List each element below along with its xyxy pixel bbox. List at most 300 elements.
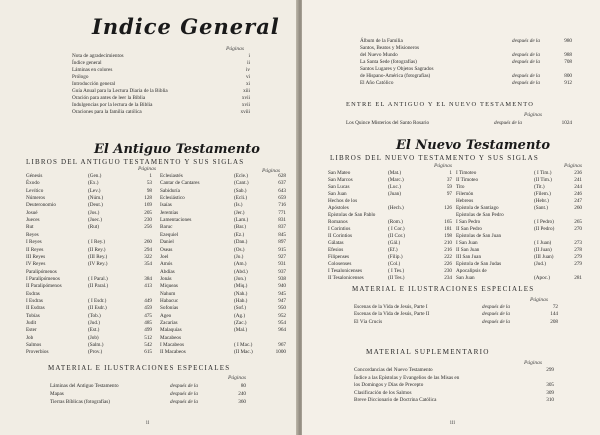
book-row (160, 247, 286, 254)
entry-title: San Juan (456, 275, 475, 281)
entry-page: 499 (144, 327, 152, 334)
entry-title: Ageo (160, 312, 172, 319)
entry-abbreviation: ( I Pedro) (534, 219, 554, 225)
entry-page: xvii (241, 95, 250, 101)
entry-title: Malaquías (160, 327, 182, 334)
entry-abbreviation: (Ef.) (388, 247, 398, 253)
entry-abbreviation: (Miq.) (234, 283, 248, 290)
entry-page: vi (245, 74, 250, 80)
entry-page: 310 (546, 397, 554, 404)
entry-page: xiii (243, 88, 250, 94)
entry-page: 1 (149, 173, 152, 179)
book-row (328, 170, 452, 177)
entry-title: Santos, Beatos y Misioneros (360, 45, 420, 51)
entry-title: I Macabeos (160, 342, 185, 349)
book-row (26, 224, 152, 231)
book-row (456, 226, 582, 233)
entry-page: 322 (144, 253, 152, 260)
entry-placement: después de la (482, 311, 510, 318)
entry-abbreviation: (Filem.) (534, 191, 551, 197)
entry-placement: después de la (494, 120, 522, 126)
paginas-label: Páginas (226, 46, 245, 52)
entry-title: Habacuc (160, 297, 179, 304)
entry-abbreviation: (Hebr.) (534, 198, 549, 204)
entry-abbreviation: (Sab.) (234, 187, 247, 194)
book-row (160, 313, 286, 320)
book-row (26, 247, 152, 254)
entry-page: 309 (546, 389, 554, 396)
entry-title: Álbum de la Familia (360, 38, 403, 44)
entry-title: Santos Lugares y Objetos Sagrados (360, 66, 434, 72)
book-row (328, 205, 452, 212)
entry-title: Nahum (160, 290, 176, 297)
book-row (456, 247, 582, 254)
entry-abbreviation: (II Rey.) (88, 246, 106, 253)
entry-abbreviation: (II Pedro) (534, 226, 555, 232)
entry-page: 80 (240, 383, 246, 389)
entry-abbreviation: (Is.) (234, 202, 243, 209)
entry-page: 937 (278, 268, 286, 275)
entry-page: 270 (574, 226, 582, 232)
entry-abbreviation: (Gen.) (88, 173, 102, 179)
entry-page: 512 (144, 334, 152, 341)
entry-title: Apóstoles (328, 205, 349, 211)
entry-page: 628 (278, 173, 286, 179)
entry-title: Tierras Bíblicas (fotografías) (50, 399, 111, 406)
book-row (160, 298, 286, 305)
album-row (360, 45, 572, 52)
entry-abbreviation: (Ecli.) (234, 195, 248, 202)
book-row (328, 219, 452, 226)
entry-abbreviation: (Dan.) (234, 239, 248, 246)
entry-abbreviation: (Lam.) (234, 217, 249, 224)
materials-paginas-label: Páginas (228, 375, 247, 381)
entry-title: Levítico (26, 187, 44, 194)
book-row (328, 233, 452, 240)
entry-title: Proverbios (26, 349, 49, 356)
entry-abbreviation: (Filip.) (388, 254, 403, 260)
book-row (160, 224, 286, 231)
entry-title: I San Juan (456, 240, 478, 246)
entry-title: San Mateo (328, 170, 351, 176)
entry-abbreviation: (Jo.) (234, 253, 244, 260)
entry-abbreviation: (Bar.) (234, 224, 246, 231)
book-row (328, 184, 452, 191)
entry-title: Reyes (26, 231, 39, 238)
book-row (328, 198, 452, 205)
entry-placement: después de la (512, 80, 540, 86)
entry-page: 771 (278, 209, 286, 216)
entry-page: 37 (446, 177, 452, 183)
page-number: ii (146, 420, 150, 426)
entry-abbreviation: ( I Tes.) (388, 268, 405, 274)
entry-page: 240 (238, 391, 246, 398)
book-row (456, 233, 582, 240)
entry-placement: después de la (170, 391, 198, 398)
entry-title: II Esdras (26, 305, 45, 312)
book-row (456, 191, 582, 198)
entry-page: 244 (574, 184, 582, 190)
entry-title: IV Reyes (26, 261, 46, 268)
entry-abbreviation: (Marc.) (388, 177, 404, 183)
book-row (160, 335, 286, 342)
entry-abbreviation: (Nah.) (234, 290, 248, 297)
entry-page: 950 (278, 305, 286, 312)
entry-abbreviation: (Sant.) (534, 205, 548, 211)
entry-title: Números (26, 195, 46, 202)
book-row (456, 240, 582, 247)
entry-page: 230 (444, 268, 452, 274)
entry-page: 964 (278, 327, 286, 334)
entry-title: Breve Diccionario de Doctrina Católica (354, 397, 437, 404)
entry-title: Ester (26, 327, 37, 334)
entry-page: 800 (564, 73, 572, 79)
entry-page: 273 (574, 240, 582, 246)
entry-abbreviation: (Cant.) (234, 180, 249, 187)
entry-title: I San Pedro (456, 219, 481, 225)
book-row (328, 275, 452, 282)
entry-title: Índice general (72, 60, 102, 66)
intro-row (72, 109, 250, 116)
entry-page: i (248, 53, 250, 59)
entry-page: 260 (144, 239, 152, 246)
nt-materials-paginas-label: Páginas (530, 297, 549, 303)
entry-page: 279 (574, 254, 582, 260)
album-row (360, 73, 572, 80)
supplementary-row (354, 375, 554, 383)
book-row (328, 254, 452, 261)
book-row (328, 247, 452, 254)
entry-title: Oseas (160, 246, 173, 253)
entry-abbreviation: (II Cor.) (388, 233, 405, 239)
book-row (26, 188, 152, 195)
entry-page: 931 (278, 261, 286, 268)
entry-title: Daniel (160, 239, 174, 246)
entry-title: Láminas del Antiguo Testamento (50, 383, 119, 389)
entry-title: Prólogo (72, 74, 89, 80)
material-row (50, 399, 246, 407)
entry-title: Jeremías (160, 209, 179, 216)
entry-title: Zacarías (160, 320, 178, 326)
entry-page: 940 (278, 283, 286, 290)
entry-page: 716 (278, 202, 286, 209)
entry-page: 265 (574, 219, 582, 225)
intro-row (72, 67, 250, 74)
entry-page: 299 (546, 367, 554, 373)
entry-title: Concordancias del Nuevo Testamento (354, 367, 433, 373)
book-row (26, 327, 152, 334)
entry-page: 384 (144, 275, 152, 282)
book-row (328, 226, 452, 233)
entry-page: 945 (278, 290, 286, 297)
old-testament-heading: El Antiguo Testamento (94, 142, 260, 157)
entry-title: Efesios (328, 247, 344, 253)
entry-page: 98 (146, 187, 152, 194)
book-row (26, 180, 152, 187)
entry-page: 659 (278, 195, 286, 202)
book-row (328, 268, 452, 275)
entry-page: 1000 (275, 349, 286, 356)
entry-abbreviation: (III Juan) (534, 254, 554, 260)
entry-title: Epístola de Santiago (456, 205, 499, 211)
entry-page: 947 (278, 297, 286, 304)
entry-placement: después de la (482, 318, 510, 325)
entry-page: 542 (144, 342, 152, 349)
entry-title: Filemón (456, 191, 474, 197)
entry-title: Nota de agradecimientos (72, 53, 124, 59)
intro-row (72, 88, 250, 95)
entry-abbreviation: ( I Mac.) (234, 342, 253, 349)
entry-page: 165 (444, 219, 452, 225)
book-row (26, 239, 152, 246)
material-row (354, 311, 558, 318)
entry-title: III San Juan (456, 254, 482, 260)
between-testaments-heading: ENTRE EL ANTIGUO Y EL NUEVO TESTAMENTO (346, 101, 535, 108)
entry-abbreviation: (II Esdr.) (88, 305, 107, 312)
entry-title: San Marcos (328, 177, 353, 183)
entry-abbreviation: (Apoc.) (534, 275, 550, 281)
new-testament-subheading: LIBROS DEL NUEVO TESTAMENTO Y SUS SIGLAS (330, 154, 539, 162)
entry-abbreviation: (Abd.) (234, 268, 248, 275)
entry-title: Índice a las Epístolas y Evangelios de las Misas en (354, 374, 460, 381)
entry-abbreviation: (Jos.) (88, 209, 100, 216)
book-row (26, 283, 152, 290)
entry-title: III Reyes (26, 253, 46, 260)
entry-page: 837 (278, 224, 286, 231)
entry-title: Apocalipsis de (456, 268, 487, 274)
entry-abbreviation: (II Tes.) (388, 275, 405, 281)
book-row (456, 275, 582, 282)
book-row (456, 268, 582, 275)
book-row (328, 261, 452, 268)
book-row (26, 335, 152, 342)
nt-paginas-label-2: Páginas (564, 163, 583, 169)
entry-title: Miqueas (160, 283, 178, 290)
entry-page: 126 (444, 205, 452, 211)
entry-placement: después de la (512, 52, 540, 58)
entry-page: 915 (278, 246, 286, 253)
book-row (160, 261, 286, 268)
entry-title: Jonás (160, 275, 172, 282)
entry-page: xviii (240, 109, 250, 115)
right-page (302, 0, 600, 435)
entry-title: Escenas de la Vida de Jesús, Parte II (354, 311, 430, 318)
entry-abbreviation: (Luc.) (388, 184, 401, 190)
entry-title: Hechos de los (328, 198, 358, 204)
entry-title: los Domingos y Días de Precepto (354, 382, 424, 389)
entry-abbreviation: ( I Rey.) (88, 239, 106, 246)
entry-title: Paralipómenos (26, 268, 57, 275)
entry-page: 954 (278, 320, 286, 326)
entry-title: II Timoteo (456, 177, 479, 183)
entry-placement: después de la (482, 304, 510, 310)
entry-title: II Paralipómenos (26, 283, 62, 290)
entry-title: Láminas en colores (72, 67, 113, 73)
entry-title: Cantar de Cantares (160, 180, 200, 187)
supplementary-row (354, 382, 554, 390)
entry-title: Epístola de San Judas (456, 261, 502, 267)
entry-title: El Año Católico (360, 80, 394, 86)
entry-page: 234 (444, 275, 452, 281)
book-row (160, 195, 286, 202)
entry-page: 256 (144, 224, 152, 231)
supplementary-heading: MATERIAL SUPLEMENTARIO (366, 348, 490, 356)
book-row (26, 291, 152, 298)
entry-page: 305 (546, 382, 554, 389)
entry-page: 845 (278, 231, 286, 238)
book-row (456, 184, 582, 191)
entry-title: Colosenses (328, 261, 352, 267)
entry-page: 1 (449, 170, 452, 176)
book-row (160, 254, 286, 261)
entry-title: Rut (26, 224, 34, 231)
entry-placement: después de la (512, 73, 540, 79)
supplementary-row (354, 367, 554, 375)
entry-abbreviation: (Os.) (234, 246, 245, 253)
intro-row (72, 102, 250, 109)
entry-title: Guía Anual para la Lectura Diaria de la Biblia (72, 88, 168, 94)
entry-abbreviation: (Hech.) (388, 205, 404, 211)
book-row (26, 210, 152, 217)
entry-abbreviation: (Juec.) (88, 217, 102, 224)
entry-page: 988 (564, 52, 572, 58)
at-paginas-label-1: Páginas (138, 166, 157, 172)
entry-abbreviation: ( I Juan) (534, 240, 552, 246)
entry-title: I Timoteo (456, 170, 477, 176)
book-row (160, 342, 286, 349)
entry-abbreviation: (Am.) (234, 261, 247, 268)
entry-page: 294 (144, 246, 152, 253)
entry-abbreviation: ( I Cor.) (388, 226, 405, 232)
book-row (160, 283, 286, 290)
entry-page: 247 (574, 198, 582, 204)
entry-page: 1024 (561, 120, 572, 126)
nt-materials-heading: MATERIAL E ILUSTRACIONES ESPECIALES (352, 285, 535, 293)
entry-title: Génesis (26, 173, 43, 179)
entry-page: 831 (278, 217, 286, 224)
entry-abbreviation: (Tit.) (534, 184, 545, 190)
book-row (456, 170, 582, 177)
entry-page: 475 (144, 312, 152, 319)
album-row (360, 80, 572, 87)
entry-page: 97 (446, 191, 452, 197)
entry-title: Sofonías (160, 305, 179, 312)
entry-title: I Esdras (26, 297, 43, 304)
book-row (160, 173, 286, 180)
entry-title: Judit (26, 320, 37, 326)
entry-abbreviation: (Sof.) (234, 305, 246, 312)
intro-row (72, 53, 250, 60)
entry-abbreviation: (Juan) (388, 191, 401, 197)
entry-page: 144 (550, 311, 558, 318)
entry-title: Epístolas de San Pablo (328, 212, 376, 218)
entry-page: 236 (574, 170, 582, 176)
entry-abbreviation: (Mat.) (388, 170, 402, 176)
entry-title: San Juan (328, 191, 347, 197)
entry-abbreviation: (Col.) (388, 261, 401, 267)
nt-paginas-label-1: Páginas (434, 163, 453, 169)
entry-title: I Corintios (328, 226, 351, 232)
entry-abbreviation: (Prov.) (88, 349, 103, 356)
entry-abbreviation: (II Tim.) (534, 177, 552, 183)
book-row (456, 205, 582, 212)
entry-abbreviation: (Salm.) (88, 342, 104, 349)
entry-abbreviation: (Ecle.) (234, 173, 248, 179)
book-row (160, 327, 286, 334)
entry-title: Macabeos (160, 334, 182, 341)
entry-title: I Paralipómenos (26, 275, 60, 282)
entry-page: 226 (444, 261, 452, 267)
entry-page: 169 (144, 202, 152, 209)
book-row (26, 349, 152, 356)
book-row (26, 261, 152, 268)
entry-abbreviation: ( I Tim.) (534, 170, 552, 176)
book-row (328, 177, 452, 184)
entry-title: Indulgencias por la lectura de la Biblia (72, 102, 153, 108)
entry-page: 222 (444, 254, 452, 260)
entry-page: 281 (574, 275, 582, 281)
book-row (160, 180, 286, 187)
entry-page: 208 (550, 318, 558, 325)
entry-title: Joel (160, 253, 169, 260)
entry-page: 449 (144, 297, 152, 304)
entry-page: xvii (241, 102, 250, 108)
new-testament-heading: El Nuevo Testamento (396, 138, 551, 153)
entry-page: 360 (238, 399, 246, 406)
intro-row (72, 60, 250, 67)
book-row (456, 219, 582, 226)
entry-title: Gálatas (328, 240, 344, 246)
book-row (328, 240, 452, 247)
entry-title: Eclesiastés (160, 173, 183, 179)
material-row (354, 304, 558, 311)
entry-title: Tito (456, 184, 465, 190)
entry-page: 912 (564, 80, 572, 86)
entry-title: Amós (160, 261, 173, 268)
entry-abbreviation: (Mal.) (234, 327, 248, 334)
entry-abbreviation: (Hab.) (234, 297, 248, 304)
entry-title: II San Pedro (456, 226, 482, 232)
entry-title: Clasificación de los Salmos (354, 389, 412, 396)
entry-page: 260 (574, 205, 582, 211)
book-row (26, 305, 152, 312)
entry-title: Salmos (26, 342, 42, 349)
book-row (160, 269, 286, 276)
entry-page: 459 (144, 305, 152, 312)
entry-placement: después de la (170, 383, 198, 389)
entry-page: 938 (278, 275, 286, 282)
at-paginas-label-2: Páginas (262, 168, 281, 174)
entry-page: 128 (144, 195, 152, 202)
supplementary-row (354, 390, 554, 398)
entry-title: Lamentaciones (160, 217, 192, 224)
album-row (360, 38, 572, 45)
entry-abbreviation: (Ag.) (234, 312, 246, 319)
entry-title: II Corintios (328, 233, 353, 239)
entry-abbreviation: (III Rey.) (88, 253, 108, 260)
material-row (50, 383, 246, 391)
book-row (456, 198, 582, 205)
entry-title: II Reyes (26, 246, 44, 253)
entry-page: xi (245, 81, 250, 87)
intro-row (72, 95, 250, 102)
entry-title: Hebreos (456, 198, 474, 204)
book-row (26, 269, 152, 276)
entry-abbreviation: (Ez.) (234, 231, 245, 238)
entry-title: Epístolas de San Pedro (456, 212, 504, 218)
entry-page: 952 (278, 312, 286, 319)
entry-title: Abdías (160, 268, 175, 275)
